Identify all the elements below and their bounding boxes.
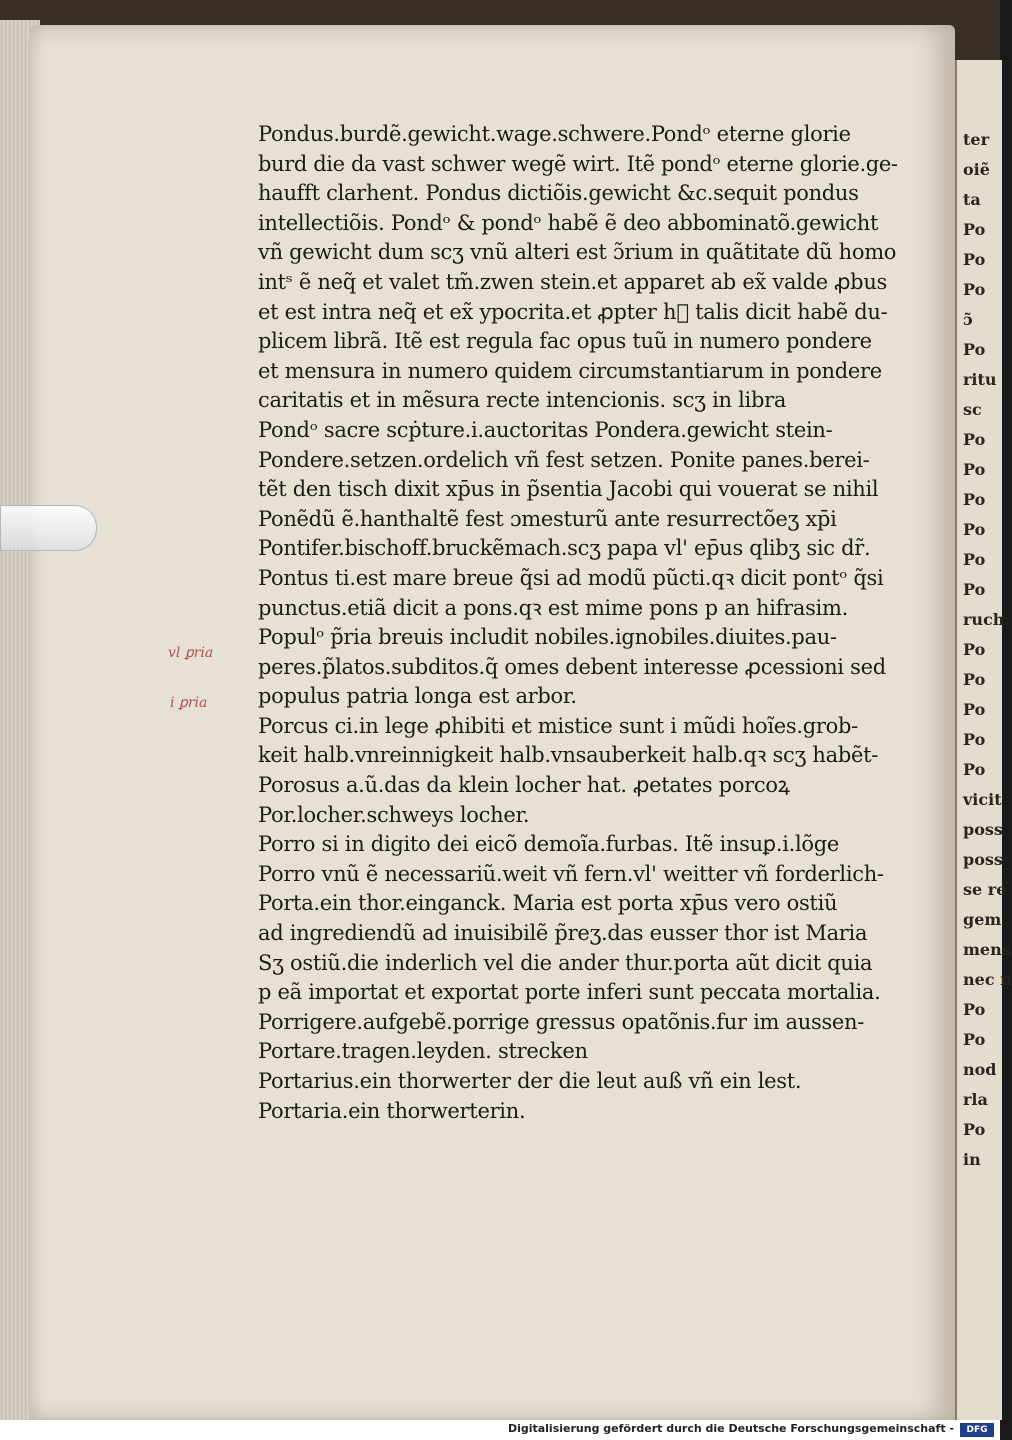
page-clip [0, 505, 97, 551]
facing-page [955, 60, 1012, 1420]
facing-page-fragment: poss [963, 820, 1003, 839]
facing-page-fragment: Po [963, 550, 986, 569]
text-line: Pondᵒ sacre scṗture.i.auctoritas Pondera.gewicht stein- [258, 417, 833, 442]
text-line: Pontifer.bischoff.bruckẽmach.scʒ papa vl' ep̄us qlibʒ sic dr̃. [258, 536, 871, 561]
text-line: Pontus ti.est mare breue q̃si ad modũ pũcti.qꝛ dicit pontᵒ q̃si [258, 565, 884, 590]
text-line: intellectiõis. Pondᵒ & pondᵒ habẽ ẽ deo abbominatõ.gewicht [258, 210, 879, 235]
dfg-logo: DFG [960, 1423, 994, 1437]
text-line: peres.p̃latos.subditos.q̃ omes debent interesse ꝓcessioni sed [258, 654, 886, 679]
facing-page-fragment: Po [963, 1030, 986, 1049]
margin-note-1: vl ꝑria [168, 645, 214, 661]
text-line: populus patria longa est arbor. [258, 684, 577, 709]
facing-page-fragment: poss [963, 850, 1003, 869]
facing-page-fragment: Po [963, 490, 986, 509]
facing-page-fragment: ter [963, 130, 989, 149]
footer-bar [0, 1420, 1000, 1440]
facing-page-fragment: Po [963, 1120, 986, 1139]
facing-page-fragment: ɔ̃ [963, 310, 973, 329]
facing-page-fragment: mens [963, 940, 1011, 959]
facing-page-fragment: Po [963, 670, 986, 689]
text-line: plicem librã. Itẽ est regula fac opus tuũ in numero pondere [258, 329, 872, 354]
facing-page-fragment: gem [963, 910, 1002, 929]
facing-page-fragment: Po [963, 250, 986, 269]
facing-page-fragment: ta [963, 190, 981, 209]
facing-page-fragment: Po [963, 730, 986, 749]
text-line: et mensura in numero quidem circumstantiarum in pondere [258, 358, 882, 383]
text-line: haufft clarhent. Pondus dictiõis.gewicht &c.sequit pondus [258, 181, 859, 206]
facing-page-fragment: se re [963, 880, 1007, 899]
facing-page-fragment: Po [963, 640, 986, 659]
text-line: Ponẽdũ ẽ.hanthaltẽ fest ɔmesturũ ante resurrectõeʒ xp̄i [258, 506, 837, 531]
facing-page-fragment: Po [963, 580, 986, 599]
text-block [258, 120, 898, 1126]
facing-page-fragment: ritu [963, 370, 997, 389]
text-line: ad ingrediendũ ad inuisibilẽ p̃reʒ.das eusser thor ist Maria [258, 921, 868, 946]
text-line: burd die da vast schwer wegẽ wirt. Itẽ pondᵒ eterne glorie.ge- [258, 151, 898, 176]
text-line: Por.locher.schweys locher. [258, 802, 530, 827]
text-line: punctus.etiã dicit a pons.qꝛ est mime pons p an hifrasim. [258, 595, 848, 620]
facing-page-fragment: vicit [963, 790, 1002, 809]
text-line: Portarius.ein thorwerter der die leut auß vñ ein lest. [258, 1069, 802, 1093]
text-line: Porrigere.aufgebẽ.porrige gressus opatõnis.fur im aussen- [258, 1009, 865, 1034]
facing-page-fragment: Po [963, 460, 986, 479]
text-line: keit halb.vnreinnigkeit halb.vnsauberkeit halb.qꝛ scʒ habẽt- [258, 743, 879, 768]
text-line: Porro vnũ ẽ necessariũ.weit vñ fern.vl' weitter vñ forderlich- [258, 861, 884, 886]
facing-page-fragment: sc [963, 400, 982, 419]
footer-credit: Digitalisierung gefördert durch die Deutsche Forschungsgemeinschaft - [507, 1422, 954, 1435]
text-line: p eã importat et exportat porte inferi sunt peccata mortalia. [258, 980, 881, 1005]
facing-page-fragment: rla [963, 1090, 988, 1109]
text-line: et est intra neq̃ et ex̃ ypocrita.et ꝓpter hᷓ talis dicit habẽ du- [258, 299, 888, 324]
facing-page-fragment: Po [963, 520, 986, 539]
margin-note-2: i ꝑria [170, 695, 208, 711]
facing-page-fragment: in [963, 1150, 981, 1169]
facing-page-fragment: Po [963, 700, 986, 719]
facing-page-fragment: nod [963, 1060, 997, 1079]
facing-page-fragment: Po [963, 1000, 986, 1019]
text-line: Pondere.setzen.ordelich vñ fest setzen. Ponite panes.berei- [258, 447, 870, 472]
facing-page-fragment: nec n [963, 970, 1012, 989]
text-line: Portare.tragen.leyden. strecken [258, 1039, 588, 1064]
text-line: Portaria.ein thorwerterin. [258, 1098, 526, 1123]
facing-page-fragment: Po [963, 280, 986, 299]
facing-page-fragment: ruch [963, 610, 1005, 629]
text-line: caritatis et in mẽsura recte intencionis. scʒ in libra [258, 388, 787, 413]
text-line: tẽt den tisch dixit xp̄us in p̃sentia Jacobi qui vouerat se nihil [258, 477, 879, 502]
facing-page-fragment: Po [963, 340, 986, 359]
facing-page-fragment: Po [963, 220, 986, 239]
text-line: vñ gewicht dum scʒ vnũ alteri est ɔ̃rium in quãtitate dũ homo [258, 240, 897, 265]
text-line: Porta.ein thor.einganck. Maria est porta xp̄us vero ostiũ [258, 891, 838, 916]
text-line: Porro si in digito dei eicõ demoĩa.furbas. Itẽ insuꝑ.i.lõge [258, 832, 840, 857]
facing-page-fragment: Po [963, 430, 986, 449]
text-line: Populᵒ p̃ria breuis includit nobiles.ignobiles.diuites.pau- [258, 625, 837, 650]
facing-page-fragment: oiẽ [963, 160, 990, 179]
facing-page-fragment: Po [963, 760, 986, 779]
text-line: intˢ ẽ neq̃ et valet tm̃.zwen stein.et apparet ab ex̃ valde ꝓbus [258, 269, 888, 294]
text-line: Pondus.burdẽ.gewicht.wage.schwere.Pondᵒ eterne glorie [258, 122, 851, 146]
text-line: Porosus a.ũ.das da klein locher hat. ꝓetates porcoꝝ [258, 773, 790, 798]
text-line: Sʒ ostiũ.die inderlich vel die ander thur.porta aũt dicit quia [258, 950, 873, 975]
text-line: Porcus ci.in lege ꝓhibiti et mistice sunt i mũdi hoĩes.grob- [258, 713, 858, 738]
